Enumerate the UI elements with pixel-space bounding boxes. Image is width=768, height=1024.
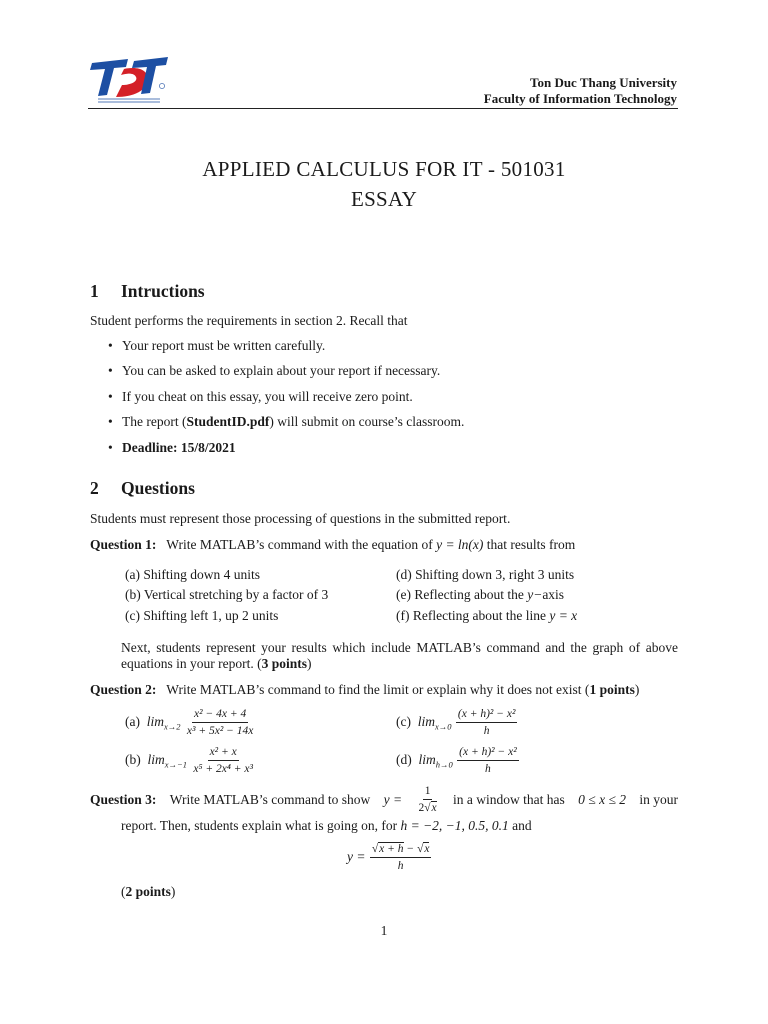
q1-option-e: (e) Reflecting about the y−axis xyxy=(396,587,565,602)
section-2-intro: Students must represent those processing of questions in the submitted report. xyxy=(90,511,511,526)
header-rule xyxy=(88,108,678,109)
q1-option-a: (a) Shifting down 4 units xyxy=(125,567,260,582)
q1-option-b: (b) Vertical stretching by a factor of 3 xyxy=(125,587,329,602)
q3-points: (2 points) xyxy=(121,884,176,899)
q2-limit-d: (d) $\lim_{h\to 0}$ $\frac{\text{(x + h)² − x²}}{h}$ xyxy=(396,746,517,776)
question-1-prompt: Question 1: Write MATLAB’s command with the equation of y = ln(x) that results from xyxy=(90,537,576,552)
document-type: ESSAY xyxy=(350,187,418,211)
q1-option-f: (f) Reflecting about the line y = x xyxy=(396,608,578,623)
course-title: APPLIED CALCULUS FOR IT - 501031 xyxy=(202,157,566,181)
q2-limit-a: (a) $\lim_{x\to 2}$ $\frac{\text{x² − 4x + 4}}{\text{x³ + 5x² − 14x}}$ xyxy=(125,708,254,738)
university-name: Ton Duc Thang University xyxy=(529,75,677,90)
q2-limit-b: (b) $\lim_{x\to-1}$ $\frac{\text{x² + x}}{\text{x⁵ + 2x⁴ + x³}}$ xyxy=(125,746,253,776)
q3-difference-quotient: y = $\frac{√x + h - √x}{h}$ xyxy=(347,843,430,873)
question-2-prompt: Question 2: Write MATLAB’s command to find the limit or explain why it does not exist (1 points) xyxy=(90,682,640,697)
q1-follow-line-1: Next, students represent your results which include MATLAB’s command and the graph of above xyxy=(121,640,678,655)
q2-limit-c: (c) $\lim_{x\to 0}$ $\frac{\text{(x + h)² − x²}}{h}$ xyxy=(396,708,516,738)
section-1-intro: Student performs the requirements in section 2. Recall that xyxy=(90,313,408,328)
section-2-heading: 2 Questions xyxy=(90,478,195,498)
question-3-prompt: Question 3: Write MATLAB’s command to show y = $\frac{1}{2√x}$ in a window that has 0 ≤ x ≤ 2 in your xyxy=(90,785,678,815)
tdt-logo xyxy=(88,55,170,107)
section-1-heading: 1 Intructions xyxy=(90,281,205,301)
deadline-item: • Deadline: 15/8/2021 xyxy=(108,440,236,455)
q3-line-2: report. Then, students explain what is going on, for h = −2, −1, 0.5, 0.1 and xyxy=(121,818,532,833)
list-item: • Your report must be written carefully. xyxy=(108,338,326,353)
q1-option-d: (d) Shifting down 3, right 3 units xyxy=(396,567,575,582)
q1-option-c: (c) Shifting left 1, up 2 units xyxy=(125,608,279,623)
q1-follow-line-2: equations in your report. (3 points) xyxy=(121,656,312,671)
list-item: • If you cheat on this essay, you will receive zero point. xyxy=(108,389,413,404)
list-item: • You can be asked to explain about your report if necessary. xyxy=(108,363,441,378)
faculty-name: Faculty of Information Technology xyxy=(483,91,677,106)
list-item: • The report (StudentID.pdf) will submit on course’s classroom. xyxy=(108,414,465,429)
page-number: 1 xyxy=(380,923,388,938)
